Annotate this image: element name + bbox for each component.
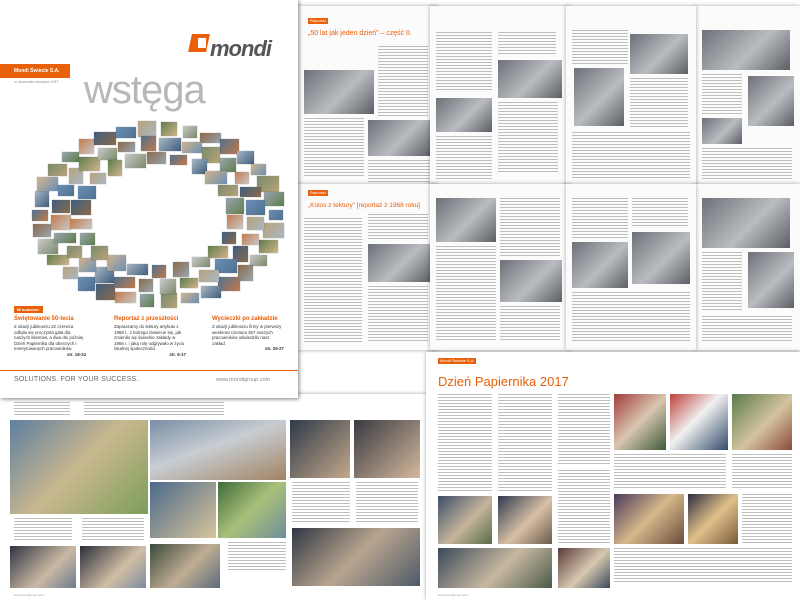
teaser-body: Z okazji jubileuszu 22 czerwca odbyła się uroczysta gala dla naszych klientów, a dwa dni później Dzień Papiernika dla obecnych i emerytowanych pracowników. (14, 324, 84, 352)
text-column (702, 74, 742, 114)
photo (574, 68, 624, 126)
photo-flags (670, 394, 728, 450)
collage-photo (218, 277, 240, 291)
page-kolos-3 (566, 184, 696, 350)
text-column (500, 198, 560, 256)
teaser-title: Wycieczki po zakładzie (212, 316, 278, 322)
text-column (614, 548, 792, 582)
article-title: Dzień Papiernika 2017 (438, 374, 569, 389)
collage-photo (35, 191, 49, 207)
issue-info: nr 4/czerwiec /sierpień/ 2017 (14, 80, 59, 84)
collage-photo (247, 217, 264, 230)
collage-photo (78, 186, 96, 199)
photo-award (498, 496, 552, 544)
collage-photo (62, 152, 79, 162)
text-column (498, 394, 552, 492)
text-column (84, 402, 224, 416)
collage-photo (115, 292, 136, 303)
teaser-2 (114, 316, 186, 357)
text-column (14, 518, 72, 542)
collage-photo (159, 138, 181, 151)
photo-group (10, 546, 76, 588)
photo-hall (150, 420, 286, 480)
article-heading: „Kolos z tektury” [reportaż z 1968 roku] (308, 202, 420, 209)
magazine-title: wstęga (84, 68, 205, 112)
collage-photo (98, 148, 117, 160)
collage-photo (96, 284, 115, 300)
teaser-page: str. 18-24 (66, 351, 86, 357)
collage-photo (160, 279, 176, 294)
teaser-1 (14, 316, 86, 357)
photo-group (150, 544, 220, 588)
page-reportaz-4 (694, 6, 800, 190)
collage-photo (94, 132, 116, 145)
collage-photo (200, 133, 221, 143)
slogan: SOLUTIONS. FOR YOUR SUCCESS. (14, 376, 139, 383)
photo (436, 198, 496, 242)
text-column (292, 482, 350, 522)
collage-photo (47, 255, 69, 265)
photo (500, 260, 562, 302)
collage-photo (79, 139, 94, 154)
collage-photo (251, 164, 266, 175)
collage-photo (226, 198, 244, 214)
page-reportaz-2 (430, 6, 570, 190)
text-column (572, 198, 628, 238)
photo-stage (150, 482, 216, 538)
text-column (742, 494, 792, 544)
photo-guests (354, 420, 420, 478)
photo-audience (10, 420, 148, 514)
collage-photo (70, 219, 92, 229)
page-kolos-4 (694, 184, 800, 350)
collage-photo (192, 257, 210, 267)
photo-speakers (614, 394, 666, 450)
photo (572, 242, 628, 288)
photo (702, 30, 790, 70)
section-tag: Mondi Świecie S.A. (440, 358, 475, 363)
collage-photo (173, 262, 189, 277)
collage-photo (138, 121, 156, 137)
collage-photo (199, 270, 219, 282)
photo-group (438, 548, 552, 588)
collage-photo (37, 177, 58, 191)
collage-photo (127, 264, 148, 275)
text-column (572, 30, 628, 66)
collage-photo (63, 267, 78, 279)
mondi-logo-icon (188, 34, 210, 52)
photo-ceremony (732, 394, 792, 450)
collage-photo (269, 210, 283, 220)
collage-photo (79, 258, 96, 272)
collage-photo (118, 142, 135, 152)
collage-photo (78, 277, 95, 291)
collage-photo (32, 210, 48, 221)
collage-photo (152, 265, 166, 278)
collage-photo (246, 200, 265, 215)
collage-photo (116, 127, 136, 138)
collage-photo (139, 279, 153, 292)
page-dzien-papiernika (426, 352, 800, 600)
text-column (702, 316, 792, 342)
collage-photo (263, 223, 284, 238)
text-column (498, 32, 556, 56)
photo-tractor (218, 482, 286, 538)
text-column (702, 148, 792, 180)
collage-photo (90, 173, 106, 184)
text-column (632, 198, 688, 228)
collage-photo (227, 215, 243, 229)
text-column (304, 218, 362, 342)
footer-divider (0, 370, 298, 371)
collage-photo (67, 246, 82, 258)
collage-photo (264, 192, 284, 206)
collage-photo (235, 172, 249, 184)
teaser-body: Zapraszamy do lektury artykułu z 1968 r., z którego dowiecie się, jak zmieniło się świeckie zakłady w 1966 r. i jaką rolę odgrywało w życiu lokalnej społeczności. (114, 324, 185, 352)
collage-photo (71, 200, 91, 215)
photo (498, 60, 562, 98)
page-gala (0, 394, 430, 600)
photo (368, 120, 430, 156)
text-column (368, 214, 428, 240)
text-column (572, 292, 690, 342)
photo-audience (438, 496, 492, 544)
text-column (558, 394, 610, 466)
collage-photo (205, 171, 227, 184)
collage-photo (54, 233, 76, 243)
collage-photo (181, 293, 199, 303)
text-column (436, 136, 492, 180)
section-tag: Reportaż (310, 190, 327, 195)
footer-website: www.mondigroup.com (14, 593, 44, 597)
mondi-logo (190, 34, 286, 60)
text-column (558, 470, 610, 544)
collage-photo (91, 246, 108, 260)
photo (702, 198, 790, 248)
section-tag: Reportaż (310, 18, 327, 23)
collage-photo (180, 278, 198, 288)
collage-photo (58, 185, 74, 196)
photo (304, 70, 374, 114)
teaser-3 (212, 316, 284, 351)
collage-photo (114, 277, 135, 288)
text-column (732, 454, 792, 490)
teaser-page: str. 26-27 (264, 346, 284, 352)
text-column (14, 402, 70, 416)
page-reportaz-1 (296, 6, 438, 190)
text-column (82, 518, 144, 542)
collage-photo (237, 151, 254, 164)
teaser-body: Z okazji jubileuszu firmy w pierwszy weekend czerwca 357 naszych pracowników odwiedziło nasz zakład. (212, 324, 282, 346)
collage-photo (201, 286, 221, 298)
collage-photo (208, 246, 228, 258)
photo-collage (28, 118, 288, 313)
collage-photo (140, 294, 154, 307)
photo-group (292, 528, 420, 586)
text-column (702, 252, 742, 312)
text-column (630, 78, 688, 128)
photo-stage (614, 494, 684, 544)
photo (702, 118, 742, 144)
collage-photo (48, 164, 67, 176)
collage-photo (222, 232, 236, 244)
photo-group (558, 548, 610, 588)
company-bar: Mondi Świecie S.A. (0, 64, 70, 78)
photo-guests (290, 420, 350, 478)
teaser-page: str. 6-17 (169, 351, 186, 357)
photo (436, 98, 492, 132)
text-column (356, 482, 418, 522)
collage-photo (80, 233, 95, 245)
photo (632, 232, 690, 284)
text-column (572, 132, 690, 180)
collage-photo (161, 293, 177, 308)
text-column (500, 306, 560, 342)
collage-photo (183, 126, 197, 138)
collage-photo (170, 155, 187, 165)
collage-photo (141, 136, 156, 151)
photo (748, 76, 794, 126)
collage-photo (33, 224, 51, 237)
text-column (498, 102, 558, 172)
photo-stage (688, 494, 738, 544)
text-column (228, 542, 286, 572)
footer-website: www.mondigroup.com (438, 593, 468, 597)
text-column (436, 32, 492, 92)
collage-photo (242, 234, 259, 245)
inside-label: W numerze: (14, 306, 43, 313)
photo (748, 252, 794, 308)
text-column (368, 286, 428, 342)
collage-photo (52, 200, 70, 213)
page-kolos-1 (296, 184, 438, 350)
page-kolos-2 (430, 184, 570, 350)
text-column (436, 246, 496, 342)
collage-photo (107, 255, 126, 271)
photo (630, 34, 688, 74)
collage-photo (240, 187, 261, 197)
page-reportaz-3 (566, 6, 696, 190)
collage-photo (182, 142, 202, 153)
website: www.mondigroup.com (216, 377, 271, 383)
collage-photo (259, 240, 278, 253)
collage-photo (218, 185, 238, 196)
collage-photo (147, 152, 166, 164)
collage-photo (161, 122, 177, 136)
article-heading: „50 lat jak jeden dzień” – część II. (308, 30, 412, 37)
collage-photo (125, 154, 146, 168)
photo (368, 244, 430, 282)
logo-wordmark: mondi (210, 36, 271, 61)
photo-group (80, 546, 146, 588)
collage-photo (108, 160, 122, 176)
teaser-title: Reportaż z przeszłości (114, 316, 179, 322)
text-column (438, 394, 492, 492)
text-column (614, 454, 726, 490)
teaser-title: Świętowanie 50-lecia (14, 316, 74, 322)
magazine-cover (0, 0, 298, 398)
text-column (368, 160, 430, 182)
text-column (378, 46, 428, 116)
collage-photo (51, 215, 71, 230)
text-column (304, 118, 364, 178)
